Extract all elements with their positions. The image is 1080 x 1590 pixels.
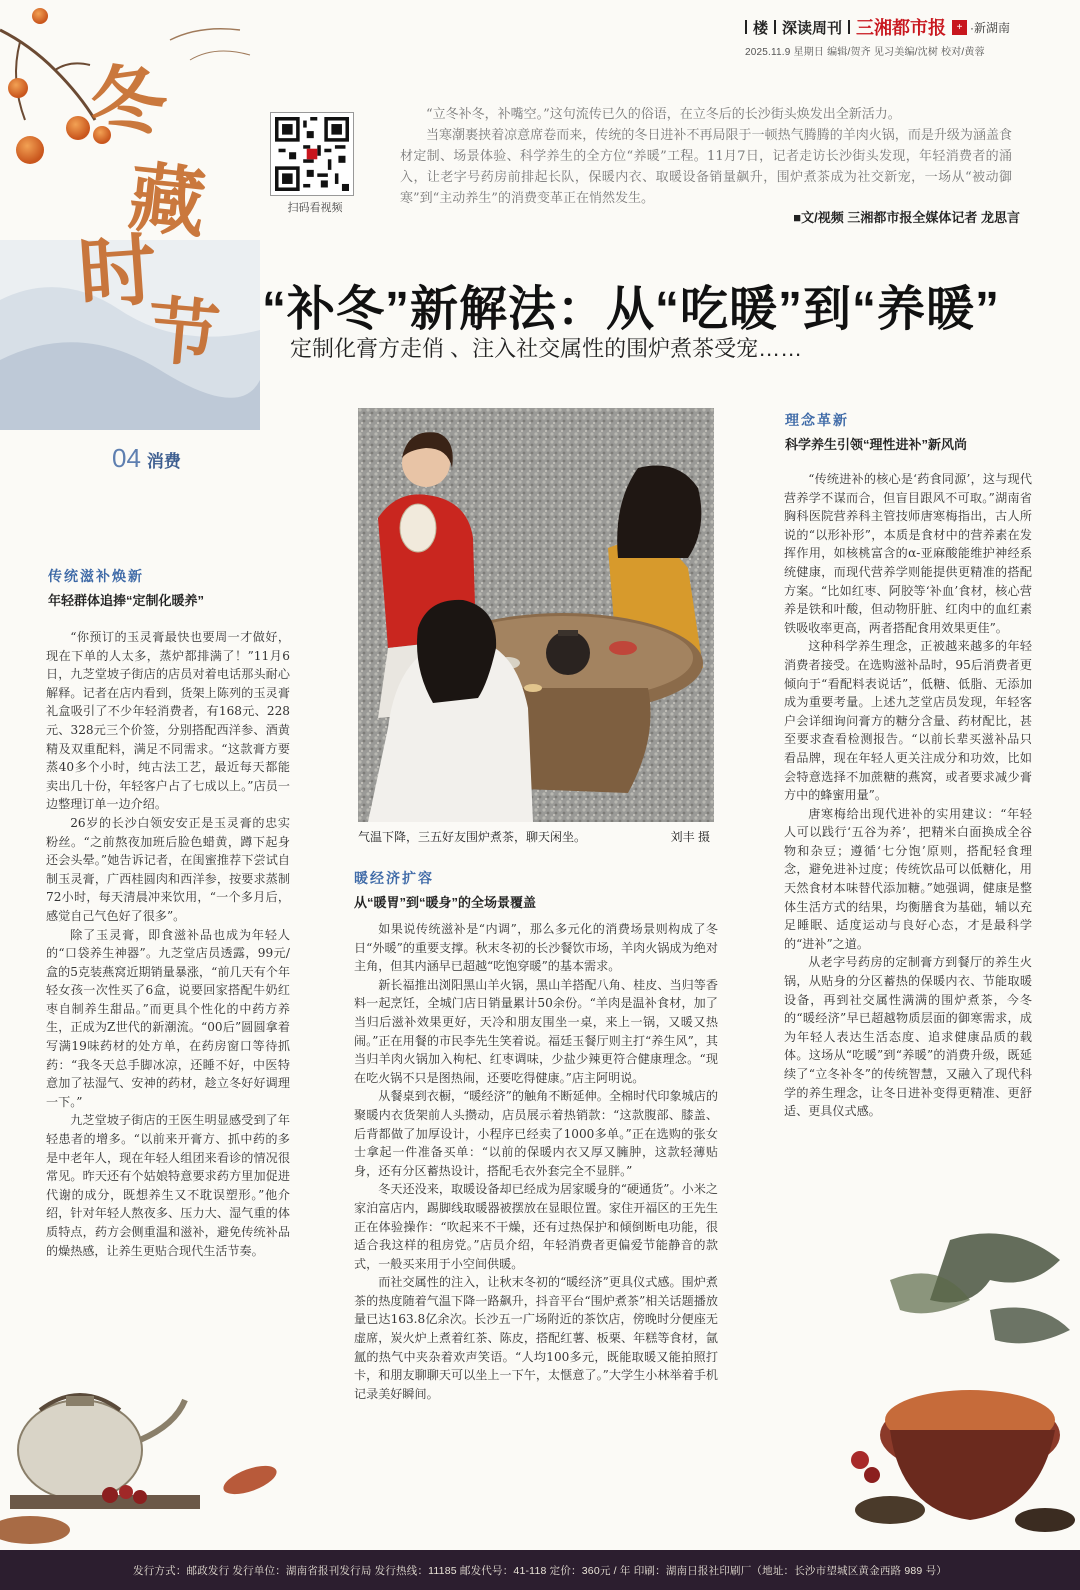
intro-paragraph: 当寒潮裹挟着凉意席卷而来，传统的冬日进补不再局限于一顿热气腾腾的羊肉火锅，而是升级为涵盖食材定制、场景体验、科学养生的全方位“养暖”工程。11月7日，记者走访长沙街头发现，年轻消费者的涌入，让老字号药房前排起长队，保暖内衣、取暖设备销量飙升，围炉煮茶成为社交新宠，一场从“被动御寒”到“主动养生”的消费变革正在悄然发生。: [400, 128, 1012, 206]
body-paragraph: 冬天还没来，取暖设备却已经成为居家暖身的“硬通货”。小米之家泊富店内，踢脚线取暖器被摆放在显眼位置。家住开福区的王先生正在体验操作：“吹起来不干燥，还有过热保护和倾倒断电功能，很适合我这样的租房党。”店员介绍，年轻消费者更偏爱节能静音的款式，一般买来用于小空间供暖。: [354, 1182, 718, 1271]
photo-credit: 刘丰 摄: [670, 830, 710, 844]
section-kicker: 传统滋补焕新: [48, 568, 144, 584]
right-column-body: [784, 470, 1032, 1121]
body-paragraph: 从老字号药房的定制膏方到餐厅的养生火锅，从贴身的分区蓄热的保暖内衣、节能取暖设备，再到社交属性满满的围炉煮茶，今冬的“暖经济”早已超越物质层面的御寒需求，成为年轻人表达生活态度、追求健康品质的载体。这场从“吃暖”到“养暖”的消费升级，既延续了“立冬补冬”的传统智慧，又融入了现代科学的养生理念，让冬日进补变得更精准、更舒适、更具仪式感。: [784, 955, 1032, 1119]
body-paragraph: 九芝堂坡子街店的王医生明显感受到了年轻患者的增多。“以前来开膏方、抓中药的多是中老年人，现在年轻人组团来看诊的情况很常见。昨天还有个姑娘特意要求药方里加促进代谢的成分，既想养生又不耽误塑形。”他介绍，针对年轻人熬夜多、压力大、湿气重的体质特点，药方会侧重温和滋补，避免传统补品的燥热感，让养生更贴合现代生活节奏。: [46, 1113, 290, 1258]
footer-info: 发行方式：邮政发行 发行单位：湖南省报刊发行局 发行热线：11185 邮发代号：41-118 定价：360元 / 年 印刷：湖南日报社印刷厂（地址：长沙市望城区黄金西路 989 号）: [0, 1550, 1080, 1590]
masthead-column: 楼: [753, 19, 769, 37]
divider: [774, 20, 776, 34]
section-kicker: 理念革新: [785, 412, 849, 428]
left-section-heading: [48, 566, 298, 609]
page-section-number: [112, 443, 232, 474]
section-kicker: 暖经济扩容: [354, 870, 434, 886]
app-name: ·新湖南: [970, 20, 1011, 35]
body-paragraph: 除了玉灵膏，即食滋补品也成为年轻人的“口袋养生神器”。九芝堂店员透露，99元/盒的5克装燕窝近期销量暴涨，“前几天有个年轻女孩一次性买了6盒，说要回家搭配牛奶红枣自制养生甜品。”而更具个性化的中药方养生，正成为Z世代的新潮流。“00后”圆圆拿着写满19味药材的处方单，在药房窗口等待抓药：“我冬天总手脚冰凉，还睡不好，中医特意加了祛湿气、安神的药材，趁立冬好好调理一下。”: [46, 927, 290, 1109]
calligraphy-char: 节: [143, 287, 224, 378]
middle-column-body: [354, 920, 718, 1403]
calligraphy-char: 藏: [124, 152, 210, 249]
newspaper-name: 三湘都市报: [856, 18, 947, 38]
article-intro: [400, 104, 1012, 209]
app-logo-icon: +: [952, 20, 967, 35]
body-paragraph: 而社交属性的注入，让秋末冬初的“暖经济”更具仪式感。围炉煮茶的热度随着气温下降一路飙升，抖音平台“围炉煮茶”相关话题播放量已达163.8亿余次。长沙五一广场附近的茶饮店，傍晚时分便座无虚席，炭火炉上煮着红茶、陈皮，搭配红薯、板栗、年糕等食材，氤氲的热气中夹杂着欢声笑语。“人均100多元，既能取暖又能拍照打卡，和朋友聊聊天可以坐上一下午，太惬意了。”大学生小林举着手机记录美好瞬间。: [354, 1275, 718, 1401]
body-paragraph: 这种科学养生理念，正被越来越多的年轻消费者接受。在选购滋补品时，95后消费者更倾向于“看配料表说话”，低糖、低脂、无添加成为重要考量。上述九芝堂店员发现，年轻客户会详细询问膏方的糖分含量、药材配比，甚至要求查看检测报告。“以前长辈买滋补品只看品牌，现在年轻人更关注成分和功效，比如会特意选择不加蔗糖的燕窝，或者要求减少膏方中的蜂蜜用量”。: [784, 639, 1032, 803]
masthead-row: [745, 14, 1065, 40]
masthead: [745, 14, 1065, 58]
calligraphy-char: 时: [75, 224, 160, 321]
seasonal-calligraphy: [58, 40, 238, 378]
body-paragraph: 新长福推出浏阳黑山羊火锅，黑山羊搭配八角、桂皮、当归等香料一起烹饪，全城门店日销量累计50余份。“羊肉是温补食材，加了当归后滋补效果更好，天冷和朋友围坐一桌，来上一锅，又暖又热闹。”正在用餐的市民李先生笑着说。福廷玉餐厅则主打“养生风”，其当归羊肉火锅加入枸杞、红枣调味，少盐少辣更符合健康理念。“现在吃火锅不只是图热闹，还要吃得健康。”店主阿明说。: [354, 977, 718, 1085]
section-subtitle: 科学养生引领“理性进补”新风尚: [785, 437, 968, 452]
section-number: 04: [112, 443, 141, 473]
section-label: 消费: [146, 452, 181, 471]
qr-code[interactable]: [270, 112, 354, 196]
subheadline: 定制化膏方走俏 、注入社交属性的围炉煮茶受宠……: [290, 336, 803, 361]
calligraphy-char: 冬: [82, 51, 173, 153]
still-life-painting: [830, 1220, 1080, 1550]
body-paragraph: 26岁的长沙白领安安正是玉灵膏的忠实粉丝。“之前熬夜加班后脸色蜡黄，蹲下起身还会头晕。”她告诉记者，在闺蜜推荐下尝试自制玉灵膏，广西桂圆肉和西洋参，按要求蒸制72小时，每天清晨冲来饮用，“一个多月后，感觉自己气色好了很多”。: [46, 815, 290, 923]
section-subtitle: 年轻群体追捧“定制化暖养”: [48, 593, 205, 608]
body-paragraph: 从餐桌到衣橱，“暖经济”的触角不断延伸。全棉时代印象城店的聚暖内衣货架前人头攒动，店员展示着热销款：“这款腹部、膝盖、后背都做了加厚设计，小程序已经卖了1000多单。”正在选购的张女士拿起一件准备买单：“以前的保暖内衣又厚又臃肿，这款轻薄贴身，还有分区蓄热设计，搭配毛衣外套完全不显胖。”: [354, 1089, 718, 1178]
divider: [745, 20, 747, 34]
body-paragraph: “传统进补的核心是‘药食同源’，这与现代营养学不谋而合，但盲目跟风不可取。”湖南省胸科医院营养科主管技师唐寒梅指出，古人所说的“以形补形”，本质是食材中的营养素在发挥作用，如核桃富含的α-亚麻酸能维护神经系统健康，而现代营养学则能提供更精准的搭配方案。“比如红枣、阿胶等‘补血’食材，核心营养是铁和叶酸，但动物肝脏、红肉中的血红素铁吸收率更高，两者搭配食用效果更佳”。: [784, 472, 1032, 635]
body-paragraph: 唐寒梅给出现代进补的实用建议：“年轻人可以践行‘五谷为养’，把精米白面换成全谷物和杂豆；遵循‘七分饱’原则，搭配轻食理念，避免进补过度；传统饮品可以低糖化，用天然食材本味替代添加糖。”她强调，健康是整体生活方式的结果，均衡膳食为基础，辅以充足睡眠、适度运动与良好心态，才是最科学的“进补”之道。: [784, 806, 1032, 951]
byline: ■文/视频 三湘都市报全媒体记者 龙思言: [793, 210, 1020, 225]
section-subtitle: 从“暖胃”到“暖身”的全场景覆盖: [354, 895, 537, 910]
qr-code-icon: [275, 117, 349, 191]
left-column-body: [46, 628, 290, 1260]
right-section-heading: [785, 410, 1045, 453]
body-paragraph: “你预订的玉灵膏最快也要周一才做好，现在下单的人太多，蒸炉都排满了！”11月6日，九芝堂坡子街店的店员对着电话那头耐心解释。记者在店内看到，货架上陈列的玉灵膏礼盒吸引了不少年轻消费者，有168元、228元、328元三个价签，分别搭配西洋参、酒黄精及双重配料，满足不同需求。“这款膏方要蒸40多个小时，纯古法工艺，最近每天都能卖出几十份，年轻客户占了七成以上。”店员一边整理订单一边介绍。: [46, 630, 290, 812]
qr-label: 扫码看视频: [287, 202, 343, 214]
masthead-section: 深读周刊: [782, 19, 843, 37]
headline: “补冬”新解法：从“吃暖”到“养暖”: [262, 283, 1001, 336]
issue-meta: 2025.11.9 星期日 编辑/贺齐 见习美编/沈树 校对/黄蓉: [745, 47, 985, 58]
teapot-painting: [0, 1340, 320, 1550]
intro-paragraph: “立冬补冬，补嘴空。”这句流传已久的俗语，在立冬后的长沙街头焕发出全新活力。: [426, 107, 901, 122]
body-paragraph: 如果说传统滋补是“内调”，那么多元化的消费场景则构成了冬日“外暖”的重要支撑。秋末冬初的长沙餐饮市场，羊肉火锅成为绝对主角，但其内涵早已超越“吃饱穿暖”的基本需求。: [354, 922, 718, 974]
tea-gathering-photo: [358, 408, 714, 822]
video-qr[interactable]: [270, 112, 360, 212]
app-badge: [952, 19, 1010, 36]
divider: [848, 20, 850, 34]
caption-text: 气温下降，三五好友围炉煮茶，聊天闲坐。: [358, 830, 587, 844]
photo-caption: [358, 828, 714, 845]
middle-section-heading: [354, 868, 714, 911]
